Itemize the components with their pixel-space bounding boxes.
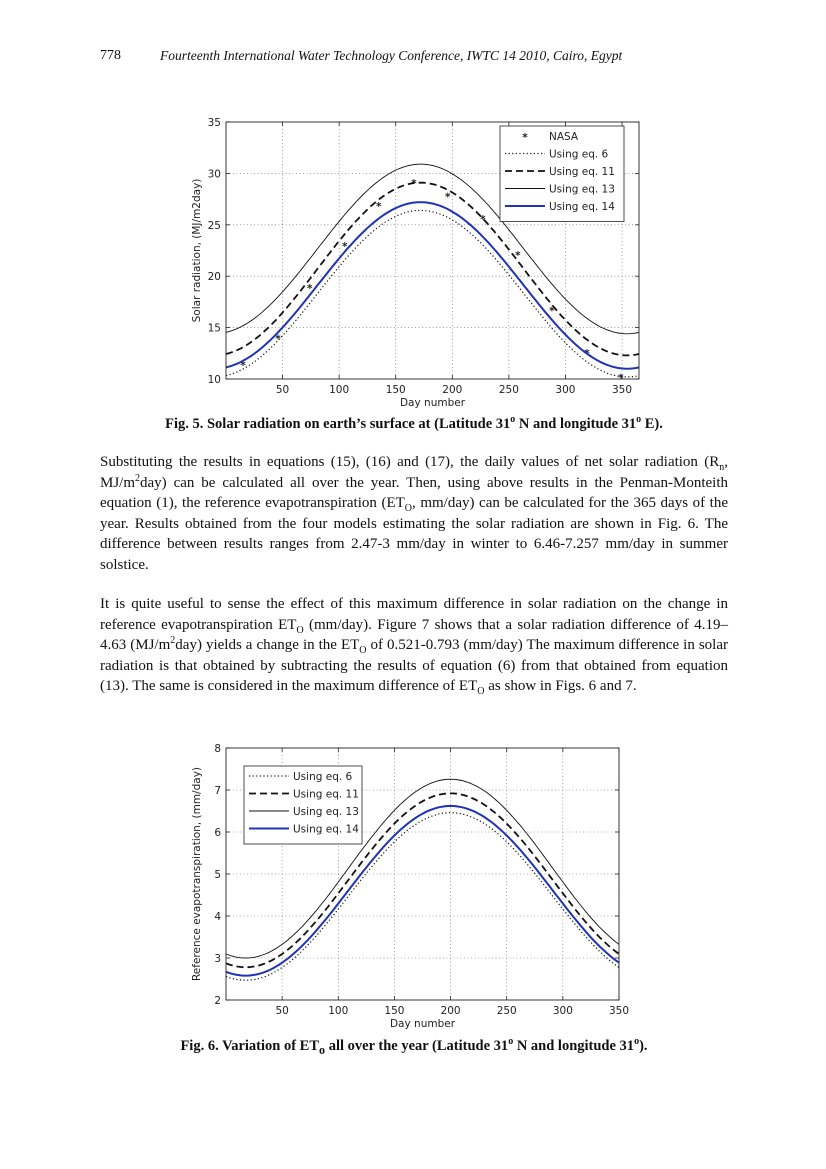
y-tick-label: 10 — [207, 374, 221, 386]
y-tick-label: 25 — [207, 219, 221, 232]
series-line — [226, 210, 639, 377]
x-tick-label: 50 — [275, 384, 290, 396]
data-point: * — [618, 372, 624, 385]
x-tick-label: 100 — [328, 1005, 349, 1017]
y-tick-label: 8 — [214, 743, 221, 755]
data-point: * — [584, 347, 590, 360]
legend-label: Using eq. 6 — [293, 771, 353, 783]
x-axis-label: Day number — [389, 1018, 456, 1030]
x-tick-label: 350 — [608, 1005, 630, 1017]
legend-label: Using eq. 11 — [293, 788, 359, 801]
x-tick-label: 250 — [496, 1005, 517, 1017]
x-tick-label: 350 — [612, 384, 633, 396]
legend-label: Using eq. 14 — [549, 201, 615, 213]
data-point: * — [445, 191, 451, 204]
x-tick-label: 200 — [442, 384, 463, 396]
x-tick-label: 150 — [384, 1005, 405, 1017]
x-tick-label: 50 — [275, 1005, 289, 1017]
y-tick-label: 6 — [214, 827, 221, 839]
y-tick-label: 5 — [214, 869, 221, 881]
y-tick-label: 7 — [214, 785, 221, 797]
running-title: Fourteenth International Water Technology Conference, IWTC 14 2010, Cairo, Egypt — [160, 48, 623, 63]
figure-6-chart — [180, 738, 640, 1036]
x-tick-label: 300 — [552, 1005, 573, 1017]
legend-label: Using eq. 13 — [549, 183, 615, 196]
figure-5-caption: Fig. 5. Solar radiation on earth’s surface at (Latitude 31$^o$ N and longitude 31$^o$ E). — [165, 414, 663, 432]
y-tick-label: 4 — [214, 911, 221, 923]
body-paragraph-2: It is quite useful to sense the effect of this maximum difference in solar radiation on the change in reference evapotranspiration $ET_O$ (mm/day). Figure 7 shows that a solar radiation difference of 4.19–4.63 $(MJ/m^2day)$ yields a change in the $ET_O$ of 0.521-0.793 (mm/day) The maximum difference in solar radiation is that obtained by subtracting the results of equation (6) from that obtained from equation (13). The same is considered in the maximum difference of $ET_O$ as show in Figs. 6 and 7. — [100, 596, 728, 697]
page-number: 778 — [100, 48, 121, 63]
y-tick-label: 35 — [207, 117, 221, 129]
x-tick-label: 200 — [440, 1005, 461, 1017]
data-point: * — [240, 360, 246, 373]
y-axis-label: Reference evapotranspiration, (mm/day) — [191, 766, 203, 982]
data-point: * — [549, 305, 555, 318]
page-header — [100, 48, 730, 70]
legend-marker: * — [522, 132, 528, 144]
x-tick-label: 300 — [555, 384, 576, 396]
data-point: * — [342, 240, 348, 253]
y-tick-label: 15 — [207, 322, 221, 335]
figure-5-chart — [180, 112, 640, 414]
y-tick-label: 30 — [207, 168, 221, 181]
legend-label: Using eq. 14 — [293, 823, 359, 836]
x-tick-label: 150 — [385, 384, 406, 396]
legend-label: Using eq. 6 — [549, 148, 609, 161]
data-point: * — [480, 214, 486, 227]
y-axis-label: Solar radiation, (MJ/m2day) — [191, 178, 203, 323]
figure-6-caption: Fig. 6. Variation of $ET_o$ all over the year (Latitude 31$^o$ N and longitude 31$^o$). — [180, 1036, 648, 1057]
y-tick-label: 20 — [207, 271, 221, 284]
y-tick-label: 3 — [214, 953, 221, 965]
data-point: * — [306, 283, 313, 296]
data-point: * — [515, 250, 521, 263]
x-tick-label: 100 — [329, 384, 350, 396]
y-tick-label: 2 — [214, 995, 221, 1007]
x-tick-label: 250 — [498, 384, 519, 396]
data-point: * — [411, 178, 417, 191]
data-point: * — [376, 200, 382, 213]
x-axis-label: Day number — [399, 397, 466, 409]
legend-label: Using eq. 11 — [549, 166, 615, 178]
legend-label: Using eq. 13 — [293, 806, 359, 818]
legend-label: NASA — [549, 131, 579, 143]
body-paragraph-1: Substituting the results in equations (15), (16) and (17), the daily values of net solar radiation ($R_n$, $MJ/m^2day$) can be calculated all over the year. Then, using above results in the Penman-Monteith equation (1), the reference evapotranspiration ($ET_O$, mm/day) can be calculated for the 365 days of the year. Results obtained from the four models estimating the solar radiation are shown in Fig. 6. The difference between results ranges from 2.47-3 mm/day in winter to 6.46-7.257 mm/day in summer solstice. — [100, 454, 728, 573]
data-point: * — [275, 333, 281, 346]
